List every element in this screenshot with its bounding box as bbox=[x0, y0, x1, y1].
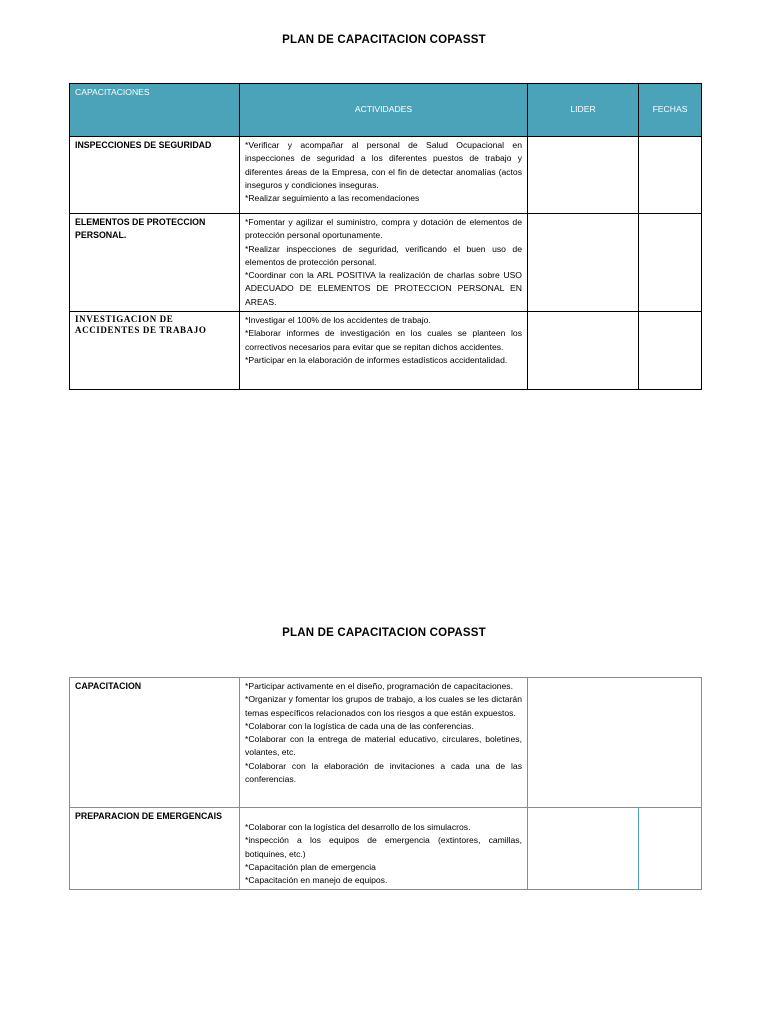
training-plan-table-1 bbox=[69, 83, 702, 390]
row-lider-cell bbox=[528, 808, 639, 890]
row-name: INSPECCIONES DE SEGURIDAD bbox=[70, 137, 240, 214]
activity-item: *Realizar seguimiento a las recomendaciones bbox=[245, 193, 420, 204]
activity-item: *Investigar el 100% de los accidentes de trabajo. bbox=[245, 315, 431, 326]
row-name: CAPACITACION bbox=[70, 678, 240, 808]
table-row bbox=[70, 214, 702, 312]
training-plan-table-2 bbox=[69, 677, 702, 890]
table-header-row bbox=[70, 84, 702, 137]
activity-item: *Organizar y fomentar los grupos de trabajo, a los cuales se les dictarán temas específicos relacionados con los riesgos a que están expuestos. bbox=[245, 694, 522, 718]
row-activities bbox=[240, 214, 528, 312]
row-fechas-cell bbox=[639, 312, 702, 390]
row-activities bbox=[240, 808, 528, 890]
activity-item: *Colaborar con la logística de cada una de las conferencias. bbox=[245, 720, 474, 731]
activity-item: *Elaborar informes de investigación en los cuales se planteen los correctivos necesarios para evitar que se repitan dichos accidentes. bbox=[245, 328, 522, 352]
activity-item: *Realizar inspecciones de seguridad, verificando el buen uso de elementos de protección personal. bbox=[245, 243, 522, 267]
activity-item: *Colaborar con la elaboración de invitaciones a cada una de las conferencias. bbox=[245, 760, 522, 785]
row-fechas-cell bbox=[639, 808, 702, 890]
table-row bbox=[70, 137, 702, 214]
activity-item: *Verificar y acompañar al personal de Salud Ocupacional en inspecciones de seguridad a los diferentes puestos de trabajo y diferentes áreas de la Empresa, con el fin de detectar anomalías (actos inseguros y condiciones inseguras. bbox=[245, 140, 522, 190]
table-row bbox=[70, 312, 702, 390]
activity-item: *Participar activamente en el diseño, programación de capacitaciones. bbox=[245, 681, 513, 691]
row-fechas-cell bbox=[639, 214, 702, 312]
activity-item: *Capacitación en manejo de equipos. bbox=[245, 875, 388, 886]
row-activities bbox=[240, 312, 528, 390]
row-empty-cell bbox=[528, 678, 702, 808]
activity-item: *Capacitación plan de emergencia bbox=[245, 861, 376, 872]
page-title-1: PLAN DE CAPACITACION COPASST bbox=[282, 34, 486, 46]
activity-item: *inspección a los equipos de emergencia (extintores, camillas, botiquines, etc.) bbox=[245, 835, 522, 859]
row-lider-cell bbox=[528, 312, 639, 390]
activity-item: *Fomentar y agilizar el suministro, compra y dotación de elementos de protección personal oportunamente. bbox=[245, 217, 522, 241]
row-fechas-cell bbox=[639, 137, 702, 214]
row-name: ELEMENTOS DE PROTECCION PERSONAL. bbox=[70, 214, 240, 312]
header-actividades: ACTIVIDADES bbox=[240, 84, 528, 137]
table-row bbox=[70, 678, 702, 808]
row-lider-cell bbox=[528, 214, 639, 312]
header-fechas: FECHAS bbox=[639, 84, 702, 137]
activity-item: *Coordinar con la ARL POSITIVA la realización de charlas sobre USO ADECUADO DE ELEMENTOS DE PROTECCION PERSONAL EN AREAS. bbox=[245, 270, 522, 307]
header-capacitaciones: CAPACITACIONES bbox=[70, 84, 240, 137]
row-lider-cell bbox=[528, 137, 639, 214]
page-title-2: PLAN DE CAPACITACION COPASST bbox=[282, 627, 486, 639]
table-row bbox=[70, 808, 702, 890]
activity-item: *Participar en la elaboración de informes estadísticos accidentalidad. bbox=[245, 354, 508, 365]
row-activities bbox=[240, 137, 528, 214]
activity-item: *Colaborar con la entrega de material educativo, circulares, boletines, volantes, etc. bbox=[245, 734, 522, 758]
header-lider: LIDER bbox=[528, 84, 639, 137]
activity-item: *Colaborar con la logística del desarrollo de los simulacros. bbox=[245, 822, 471, 832]
row-name: INVESTIGACION DE ACCIDENTES DE TRABAJO bbox=[70, 312, 240, 390]
row-name: PREPARACION DE EMERGENCAIS bbox=[70, 808, 240, 890]
row-activities bbox=[240, 678, 528, 808]
